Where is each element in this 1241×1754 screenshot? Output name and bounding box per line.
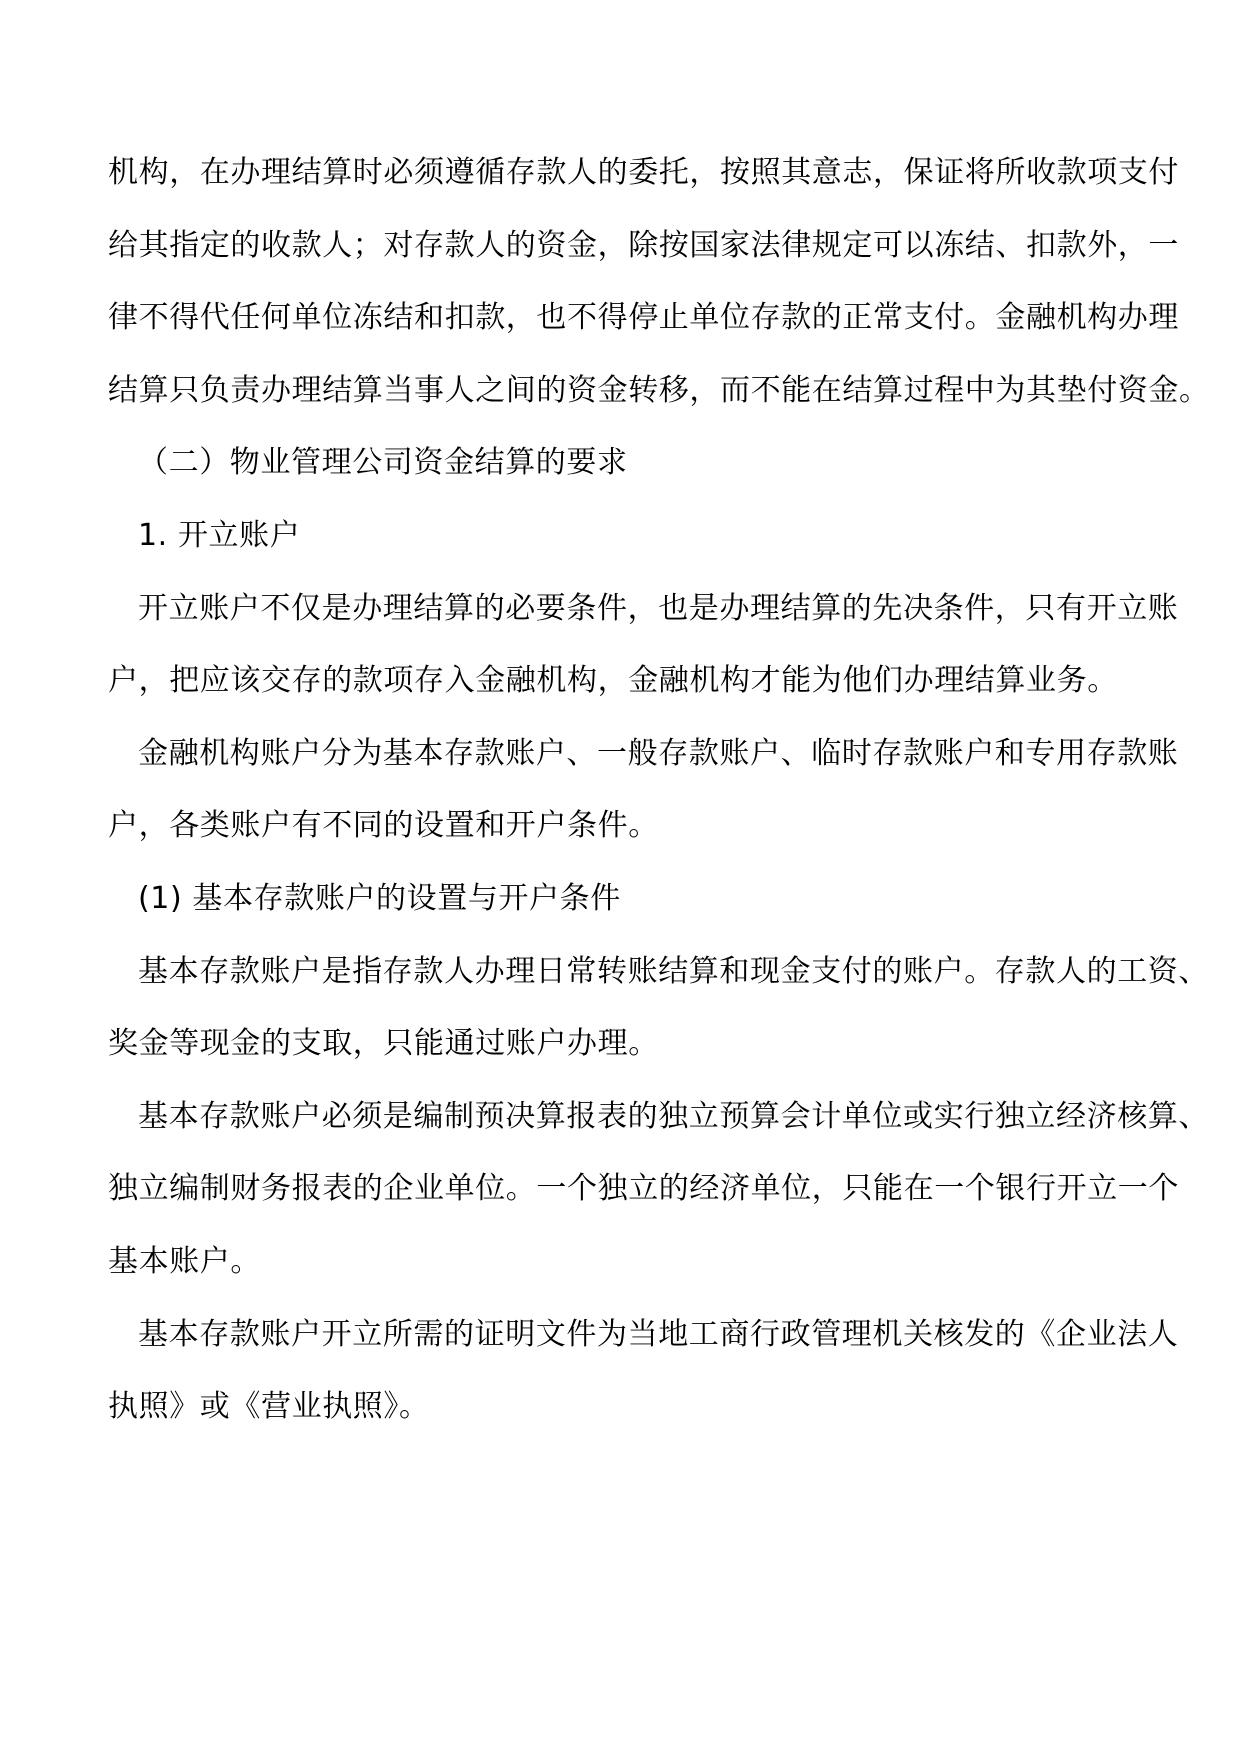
paragraph-line: 户，各类账户有不同的设置和开户条件。	[108, 808, 659, 843]
paragraph-line: 金融机构账户分为基本存款账户、一般存款账户、临时存款账户和专用存款账	[138, 736, 1179, 771]
paragraph-line: 开立账户不仅是办理结算的必要条件，也是办理结算的先决条件，只有开立账	[138, 591, 1179, 626]
paragraph-line: 基本账户。	[108, 1244, 261, 1279]
paragraph-line: 律不得代任何单位冻结和扣款，也不得停止单位存款的正常支付。金融机构办理	[108, 300, 1179, 335]
section-heading: （二）物业管理公司资金结算的要求	[138, 445, 628, 480]
paragraph-line: 基本存款账户是指存款人办理日常转账结算和现金支付的账户。存款人的工资、	[138, 954, 1209, 989]
paragraph-line: 基本存款账户开立所需的证明文件为当地工商行政管理机关核发的《企业法人	[138, 1317, 1179, 1352]
paragraph-line: 执照》或《营业执照》。	[108, 1389, 430, 1424]
paragraph-line: 机构，在办理结算时必须遵循存款人的委托，按照其意志，保证将所收款项支付	[108, 155, 1179, 190]
paragraph-line: 结算只负责办理结算当事人之间的资金转移，而不能在结算过程中为其垫付资金。	[108, 373, 1210, 408]
subsection-heading: (1) 基本存款账户的设置与开户条件	[138, 881, 621, 916]
subsection-heading: 1. 开立账户	[138, 518, 301, 553]
paragraph-line: 基本存款账户必须是编制预决算报表的独立预算会计单位或实行独立经济核算、	[138, 1099, 1209, 1134]
paragraph-line: 独立编制财务报表的企业单位。一个独立的经济单位，只能在一个银行开立一个	[108, 1171, 1179, 1206]
paragraph-line: 给其指定的收款人；对存款人的资金，除按国家法律规定可以冻结、扣款外，一	[108, 228, 1179, 263]
paragraph-line: 户，把应该交存的款项存入金融机构，金融机构才能为他们办理结算业务。	[108, 663, 1118, 698]
paragraph-line: 奖金等现金的支取，只能通过账户办理。	[108, 1026, 659, 1061]
